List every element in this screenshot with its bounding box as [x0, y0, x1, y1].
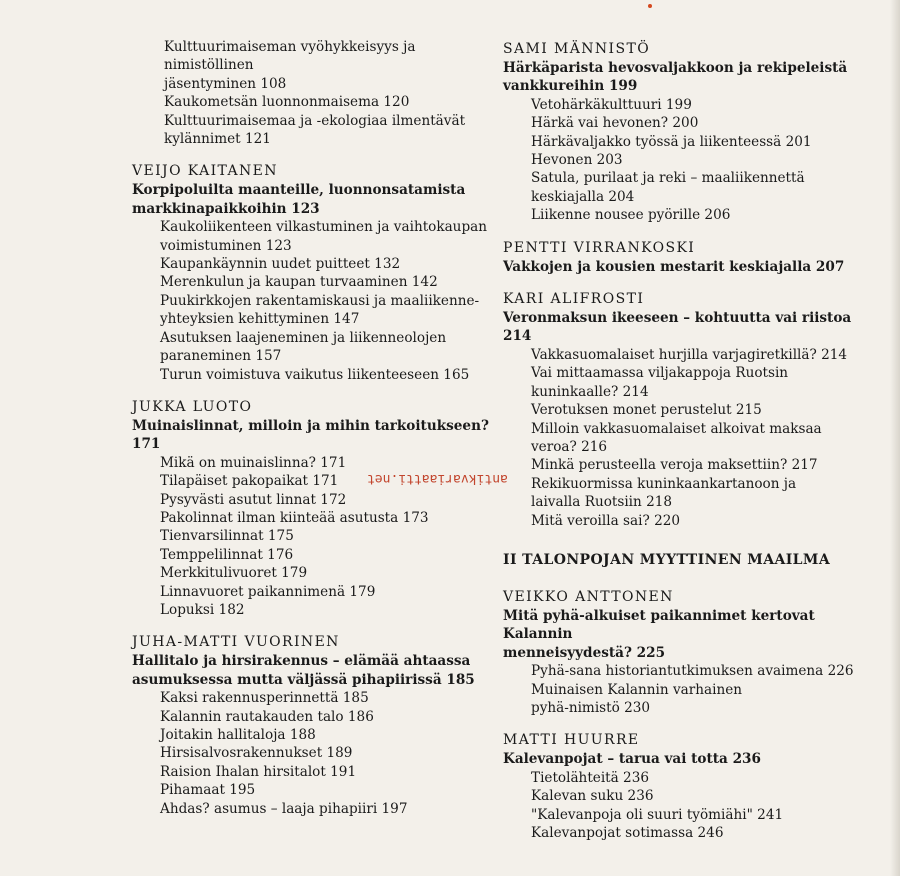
chapter-title: Mitä pyhä-alkuiset paikannimet kertovat Kalannin — [503, 607, 815, 643]
toc-entry: Vai mittaamassa viljakappoja Ruotsin — [531, 365, 789, 382]
toc-entry: Raision Ihalan hirsitalot 191 — [160, 763, 357, 780]
toc-entry: kylännimet 121 — [164, 131, 271, 148]
toc-entry: yhteyksien kehittyminen 147 — [160, 311, 360, 328]
author-name: MATTI HUURRE — [503, 732, 640, 749]
toc-entry: Vetohärkäkulttuuri 199 — [531, 96, 692, 113]
chapter-title: Veronmaksun ikeeseen – kohtuutta vai riistoa 214 — [503, 310, 852, 345]
toc-entry: Lopuksi 182 — [160, 601, 245, 618]
chapter-title: menneisyydestä? 225 — [503, 644, 666, 661]
toc-entry: Kalevanpojat sotimassa 246 — [531, 825, 724, 841]
chapter-title: markkinapaikkoihin 123 — [132, 200, 320, 217]
toc-entry: veroa? 216 — [531, 438, 608, 455]
toc-entry: kuninkaalle? 214 — [531, 383, 649, 400]
toc-entry: Hirsisalvosrakennukset 189 — [160, 745, 353, 762]
toc-entry: keskiajalla 204 — [531, 188, 635, 205]
toc-entry: Tilapäiset pakopaikat 171 — [160, 473, 339, 490]
toc-section — [503, 40, 863, 225]
toc-entry: Tienvarsilinnat 175 — [160, 528, 294, 545]
toc-entry: Turun voimistuva vaikutus liikenteeseen 165 — [160, 366, 470, 383]
toc-entry: Kulttuurimaiseman vyöhykkeisyys ja nimistöllinen — [164, 39, 416, 74]
toc-entry: Pyhä-sana historiantutkimuksen avaimena 226 — [531, 663, 854, 680]
toc-entry: Merkkitulivuoret 179 — [160, 565, 308, 582]
toc-entry: Rekikuormissa kuninkaankartanoon ja — [531, 475, 797, 492]
author-name: PENTTI VIRRANKOSKI — [503, 239, 696, 256]
toc-entry: Mikä on muinaislinna? 171 — [160, 454, 347, 471]
toc-entry: Muinaisen Kalannin varhainen — [531, 681, 743, 698]
toc-entry: Liikenne nousee pyörille 206 — [531, 207, 731, 224]
toc-entry: Pysyvästi asutut linnat 172 — [160, 491, 347, 508]
part-heading: II TALONPOJAN MYYTTINEN MAAILMA — [503, 551, 831, 568]
toc-entry: Härkä vai hevonen? 200 — [531, 115, 699, 132]
toc-entry: Kaukometsän luonnonmaisema 120 — [164, 94, 410, 111]
toc-entry: laivalla Ruotsiin 218 — [531, 494, 673, 511]
print-mark — [648, 4, 652, 8]
right-column — [503, 38, 863, 856]
chapter-title: Härkäparista hevosvaljakkoon ja rekipeleistä — [503, 60, 848, 76]
toc-entry: Ahdas? asumus – laaja pihapiiri 197 — [160, 800, 408, 817]
toc-section — [132, 633, 492, 818]
toc-entry: Asutuksen laajeneminen ja liikenneolojen — [160, 329, 447, 346]
page-edge-shadow — [890, 0, 900, 876]
toc-entry: Kaksi rakennusperinnettä 185 — [160, 690, 369, 707]
chapter-title: Muinaislinnat, milloin ja mihin tarkoitukseen? 171 — [132, 417, 489, 453]
toc-entry: jäsentyminen 108 — [164, 75, 287, 92]
toc-entry: Temppelilinnat 176 — [160, 546, 294, 563]
toc-section — [503, 588, 863, 717]
toc-entry: paraneminen 157 — [160, 348, 282, 365]
toc-section — [503, 731, 863, 842]
toc-entry: Mitä veroilla sai? 220 — [531, 512, 681, 529]
toc-entry: Kalannin rautakauden talo 186 — [160, 708, 374, 725]
toc-section — [132, 162, 492, 383]
chapter-title: Hallitalo ja hirsirakennus – elämää ahtaassa — [132, 653, 471, 670]
left-column — [132, 38, 492, 832]
chapter-title: Korpipoluilta maanteille, luonnonsatamista — [132, 182, 466, 199]
author-name: SAMI MÄNNISTÖ — [503, 41, 651, 57]
watermark: antikvariaatti.net — [367, 471, 508, 486]
toc-entry: Kalevan suku 236 — [531, 788, 654, 805]
toc-entry: Pihamaat 195 — [160, 782, 256, 799]
toc-entry: Kaupankäynnin uudet puitteet 132 — [160, 256, 401, 273]
toc-entry: Merenkulun ja kaupan turvaaminen 142 — [160, 274, 438, 291]
toc-entry: Kulttuurimaisemaa ja -ekologiaa ilmentävät — [164, 112, 466, 129]
toc-entry: pyhä-nimistö 230 — [531, 699, 651, 716]
chapter-title: Vakkojen ja kousien mestarit keskiajalla 207 — [503, 258, 845, 275]
author-name: KARI ALIFROSTI — [503, 291, 645, 308]
toc-entry: Härkävaljakko työssä ja liikenteessä 201 — [531, 133, 812, 150]
toc-entry: voimistuminen 123 — [160, 237, 292, 254]
author-name: JUKKA LUOTO — [132, 398, 253, 415]
toc-section — [132, 398, 492, 619]
toc-entry: Hevonen 203 — [531, 152, 623, 169]
toc-entry: Tietolähteitä 236 — [531, 769, 650, 786]
toc-entry: Milloin vakkasuomalaiset alkoivat maksaa — [531, 420, 822, 437]
toc-section — [503, 290, 863, 530]
toc-entry: Kaukoliikenteen vilkastuminen ja vaihtokaupan — [160, 219, 488, 236]
toc-section — [503, 239, 863, 276]
chapter-title: asumuksessa mutta väljässä pihapiirissä 185 — [132, 671, 475, 688]
author-name: JUHA-MATTI VUORINEN — [132, 634, 340, 651]
toc-entry: "Kalevanpoja oli suuri työmiähi" 241 — [531, 806, 784, 823]
author-name: VEIKKO ANTTONEN — [503, 588, 674, 605]
toc-entry: Joitakin hallitaloja 188 — [160, 727, 316, 743]
author-name: VEIJO KAITANEN — [132, 163, 278, 180]
continued-entries — [132, 38, 492, 148]
toc-entry: Pakolinnat ilman kiinteää asutusta 173 — [160, 509, 429, 526]
toc-entry: Vakkasuomalaiset hurjilla varjagiretkillä? 214 — [531, 346, 848, 363]
chapter-title: vankkureihin 199 — [503, 78, 638, 95]
toc-entry: Satula, purilaat ja reki – maaliikennettä — [531, 170, 805, 187]
toc-entry: Minkä perusteella veroja maksettiin? 217 — [531, 457, 818, 474]
toc-entry: Linnavuoret paikannimenä 179 — [160, 583, 376, 600]
chapter-title: Kalevanpojat – tarua vai totta 236 — [503, 751, 761, 768]
toc-entry: Verotuksen monet perustelut 215 — [531, 402, 762, 419]
toc-entry: Puukirkkojen rakentamiskausi ja maaliikenne- — [160, 292, 480, 309]
